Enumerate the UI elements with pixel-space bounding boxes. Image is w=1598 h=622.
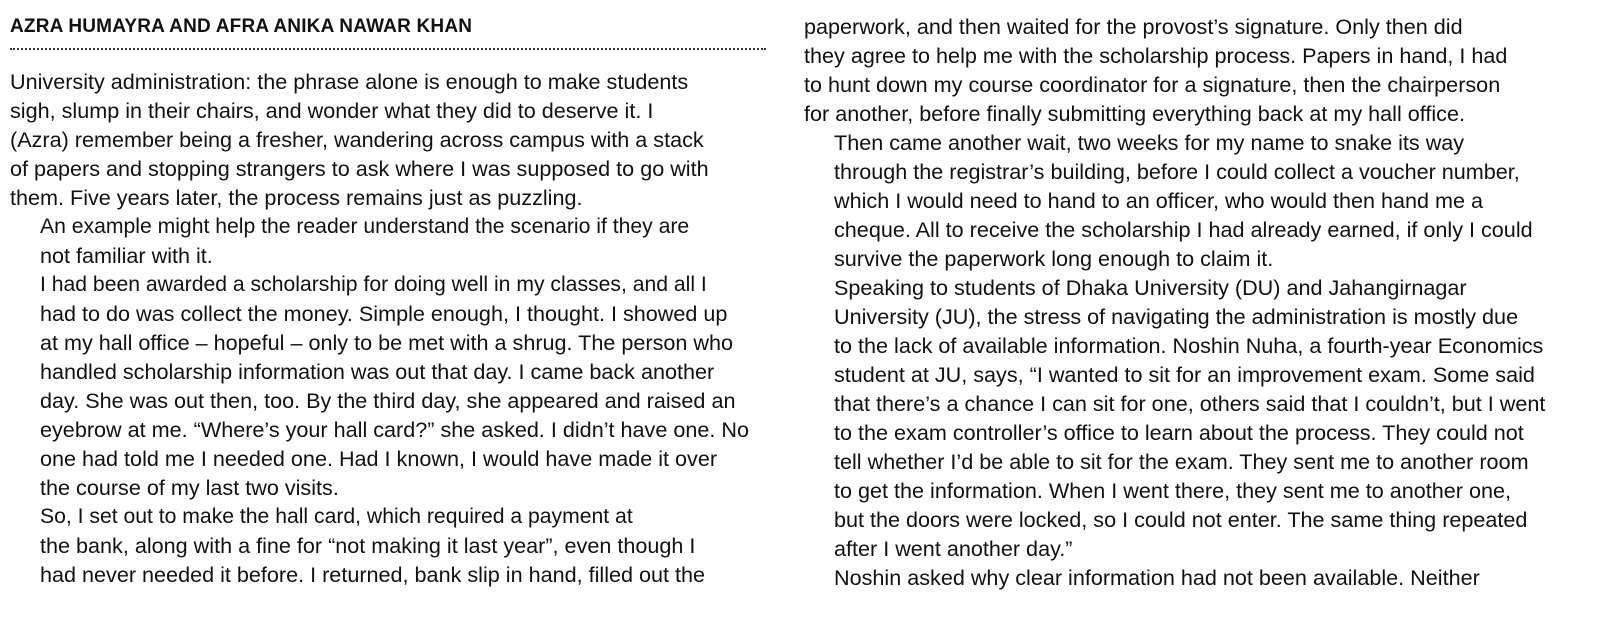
text-line: for another, before finally submitting everything back at my hall office. — [804, 101, 1465, 126]
text-line: eyebrow at me. “Where’s your hall card?” she asked. I didn’t have one. No — [40, 417, 749, 442]
text-line: had to do was collect the money. Simple enough, I thought. I showed up — [40, 301, 728, 326]
dotted-divider — [10, 48, 766, 50]
text-line: had never needed it before. I returned, bank slip in hand, filled out the — [40, 562, 706, 587]
text-line: student at JU, says, “I wanted to sit for an improvement exam. Some said — [834, 362, 1535, 387]
text-line: Then came another wait, two weeks for my name to snake its way — [834, 130, 1465, 155]
byline: AZRA HUMAYRA AND AFRA ANIKA NAWAR KHAN — [10, 16, 473, 37]
text-line: sigh, slump in their chairs, and wonder what they did to deserve it. I — [10, 98, 654, 123]
text-line: cheque. All to receive the scholarship I had already earned, if only I could — [834, 217, 1533, 242]
text-line: the course of my last two visits. — [40, 475, 339, 500]
text-line: University (JU), the stress of navigating the administration is mostly due — [834, 304, 1519, 329]
text-line: which I would need to hand to an officer, who would then hand me a — [834, 188, 1484, 213]
paragraph — [804, 128, 1545, 273]
text-line: not familiar with it. — [40, 243, 213, 268]
text-line: day. She was out then, too. By the third day, she appeared and raised an — [40, 388, 736, 413]
text-line: to hunt down my course coordinator for a signature, then the chairperson — [804, 72, 1501, 97]
paragraph — [804, 12, 1545, 128]
text-line: handled scholarship information was out that day. I came back another — [40, 359, 715, 384]
left-column-text — [10, 67, 749, 589]
text-line: tell whether I’d be able to sit for the exam. They sent me to another room — [834, 449, 1529, 474]
text-line: of papers and stopping strangers to ask where I was supposed to go with — [10, 156, 709, 181]
text-line: So, I set out to make the hall card, which required a payment at — [40, 505, 633, 528]
text-line: I had been awarded a scholarship for doing well in my classes, and all I — [40, 273, 707, 296]
paragraph — [804, 273, 1545, 563]
text-line: Noshin asked why clear information had not been available. Neither — [834, 565, 1480, 590]
text-line: through the registrar’s building, before I could collect a voucher number, — [834, 159, 1520, 184]
paragraph — [10, 502, 749, 589]
paragraph — [10, 270, 749, 502]
text-line: at my hall office – hopeful – only to be met with a shrug. The person who — [40, 330, 734, 355]
right-column-text — [804, 12, 1545, 592]
paragraph — [804, 563, 1545, 592]
text-line: paperwork, and then waited for the provost’s signature. Only then did — [804, 14, 1463, 39]
text-line: survive the paperwork long enough to claim it. — [834, 246, 1274, 271]
text-line: (Azra) remember being a fresher, wandering across campus with a stack — [10, 127, 704, 152]
text-line: after I went another day.” — [834, 536, 1073, 561]
text-line: them. Five years later, the process remains just as puzzling. — [10, 185, 583, 210]
text-line: An example might help the reader understand the scenario if they are — [40, 215, 690, 238]
text-line: Speaking to students of Dhaka University (DU) and Jahangirnagar — [834, 275, 1467, 300]
text-line: to the exam controller’s office to learn about the process. They could not — [834, 420, 1524, 445]
text-line: the bank, along with a fine for “not making it last year”, even though I — [40, 533, 696, 558]
paragraph — [10, 67, 749, 212]
text-line: to the lack of available information. Noshin Nuha, a fourth-year Economics — [834, 333, 1544, 358]
text-line: that there’s a chance I can sit for one, others said that I couldn’t, but I went — [834, 391, 1546, 416]
paragraph — [10, 212, 749, 270]
text-line: to get the information. When I went there, they sent me to another one, — [834, 478, 1511, 503]
text-line: one had told me I needed one. Had I known, I would have made it over — [40, 446, 718, 471]
text-line: they agree to help me with the scholarship process. Papers in hand, I had — [804, 43, 1508, 68]
text-line: University administration: the phrase alone is enough to make students — [10, 69, 689, 94]
text-line: but the doors were locked, so I could not enter. The same thing repeated — [834, 507, 1528, 532]
